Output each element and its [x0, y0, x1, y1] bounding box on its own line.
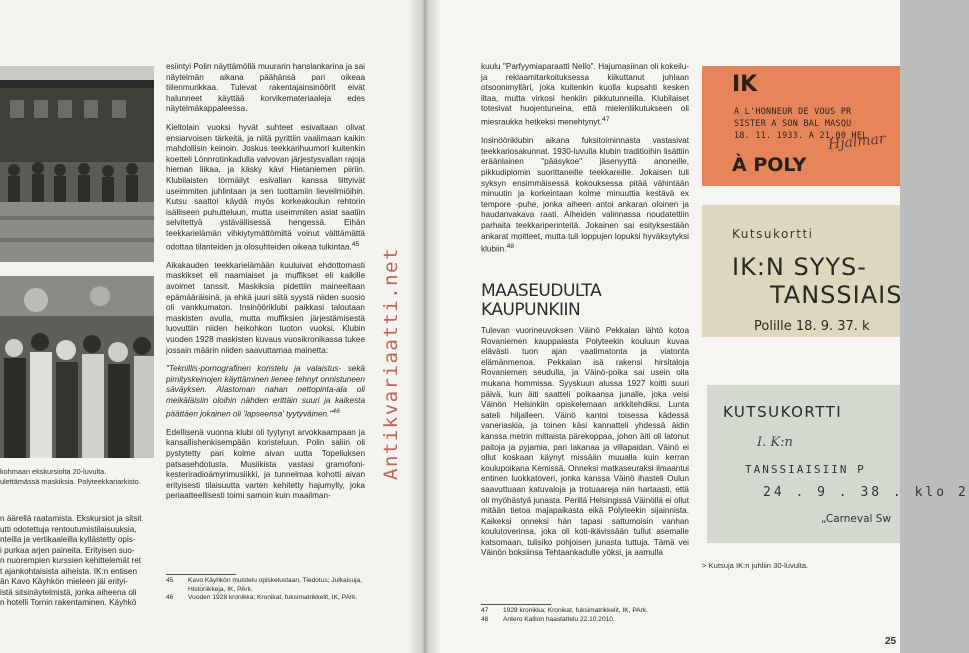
- paragraph-text: Kieltolain vuoksi hyvät suhteet esivaltaan olivat ensiarvoisen tärkeitä, ja niitä pyrittiin vaalimaan kaikin mahdollisin keinoin. Joskus teekkarihuumori kuitenkin koetteli Lönnrotinkadulla valvovan järjestysvallan rajoja hieman liikaa, ja käsky kävi Hietaniemen piiriin. Klubilaisten törmäilyt esivallan kanssa liittyivät useimmiten juhlintaan ja sen tuottamiin lieveilmiöihin. Kutsu saattoi käydä myös korkeakoulun rehtorin isälliseen puhutteluun, mutta useimmiten asiat saatiin selvitettyä ystävällisessä hengessä. Eihän teekkarielämän vihkiytymättömiltä voinut välttämättä odottaa tilanteiden ja olosuhteiden oikeaa tulkintaa.: [166, 122, 365, 252]
- card-text-line: SISTER A SON BAL MASQU: [734, 118, 852, 128]
- footnote: [166, 594, 365, 603]
- footnote-text: 1928 kronikka; Kronikat, fuksimatrikkelit, IK, PArk.: [503, 607, 648, 614]
- card-title-line: TANSSIAIS: [770, 281, 903, 309]
- text-line: t ajankohtaisista aiheista. IK:n entisen: [0, 566, 137, 576]
- photo-train-station: [0, 66, 154, 262]
- footnote-text: Antero Kallion haastattelu 22.10.2010.: [503, 615, 615, 623]
- card-title: IK: [732, 72, 758, 97]
- paragraph: [481, 136, 689, 255]
- footnote-number: 45: [166, 577, 174, 584]
- card-text-line: A L'HONNEUR DE VOUS PR: [734, 106, 852, 116]
- invitation-card-green: [707, 385, 969, 543]
- footnote-number: 48: [481, 615, 489, 623]
- footnote-ref: 45: [351, 240, 360, 248]
- paragraph: [481, 62, 689, 128]
- paragraph: Aikakauden teekkarielämään kuuluivat ehdottomasti maskikset eli naamiaiset ja muffikset eli kaikille avoimet tanssit. Maskiksia pidettiin maineeltaan epämääräisinä, ja ehkä juuri siitä syystä niiden suosio oli vankkumaton. Insinööriklubi paikkasi taloutaan maskisten avulla, mutta muffiksien järjestämisestä luovuttiin niiden heikohkon tuoton vuoksi. Klubin vuoden 1928 maskisten kuvaus vuosikronikassa tukee jossain määrin niiden saavuttamaa mainetta:: [166, 260, 365, 355]
- text-line: n äärellä raatamista. Ekskursiot ja sitsit: [0, 514, 142, 523]
- card-handwriting: I. K:n: [757, 435, 793, 450]
- caption-line: ulettämässä maskiksia. Polyteekkariarkisto.: [0, 477, 141, 486]
- caption-line: kohmaan ekskursiolta 20-luvulta.: [0, 467, 107, 476]
- train-photo-image: [0, 66, 154, 262]
- footnote-ref: 48: [506, 243, 515, 251]
- footnote-number: 47: [481, 607, 489, 614]
- text-line: istä sitsinäytelmistä, jonka aiheena oli: [0, 587, 137, 597]
- card-title: KUTSUKORTTI: [723, 403, 843, 421]
- paragraph: [166, 123, 365, 253]
- card-text-line: TANSSIAISIIN P: [745, 463, 866, 476]
- footnote-text: Vuoden 1928 kronikka; Kronikat, fuksimatrikkelit, IK, PArk.: [188, 594, 358, 602]
- footnotes: [481, 607, 689, 624]
- paragraph-text: Insinööriklubin aikana fuksitoiminnasta vastasivat teekkariosakunnat. 1930-luvulla klubin traditioihin lisättiin eräänlainen "pääsykoe" jäsenyyttä anoneille, pikkudiplomin suorittaneille teekkareille. Jokaisen tuli syksyn ensimmäisessä kokouksessa pitää vähintään minuutin ja korkeintaan kolme minuuttia kestävä ex tempore -puhe, jonka aiheen antoi ankaran oloinen ja haudanvakava raati. Aiheiden valinnassa noudatettiin parhaita teekkariperinteitä. Jokainen sai esityksestään ankarat moitteet, mutta tuli loppujen lopuksi hyväksytyksi klubiin.: [481, 136, 689, 254]
- right-column-text: [481, 62, 689, 264]
- footnote-ref: 47: [602, 115, 610, 123]
- paragraph: Tulevan vuorineuvoksen Väinö Pekkalan lähtö kotoa Rovaniemen kauppalasta Polyteekin kouluun kuvaa elävästi tuon ajan vaatimatonta ja viatonta elämänmenoa. Pekkalan isä rakensi hirsitaloja Rovaniemen seudulla, ja Väinö-poika sai usein olla mukana hommissa. Syyskuun alussa 1927 koitti suuri päivä, kun äiti saatteli poikaansa junalle, joka veisi Väinön Helsinkiin opiskelemaan arkkitehdiksi. Lunta sateli hiljalleen. Väinö kantoi toisessa kädessä vaneriaskia, ja toinen käsi kannatteli yhdessä äidin kanssa metrin mittaista pärekoppaa, johon äiti oli latonut paitoja ja pyjamia, pari lakanaa ja villapaidan. Väinö ei ollut koskaan käynyt missään muualla kuin kerran koulupoikana Kemissä. Onneksi matkaseuraksi ilmaantui entinen luokkatoveri, jonka kanssa Väinö ihasteli Oulun saavuttuaan katuvaloja ja trotuaareja niin hartaasti, että oli myöhästyä junasta. Perillä Helsingissä Väinöllä ei ollut mitään tietoa majapaikasta eikä Polyteekin sijainnista. Kaikeksi onneksi hän tapasi sattumoisin vanhan koulutoverinsa, joka oli koti-ikävissään tullut asemalle katsomaan, tulisiko pohjoisen junasta tuttuja. Tämä vei Väinön boksiinsa Tehtaankadulle yöksi, ja aamulla: [481, 326, 689, 558]
- paragraph: Edellisenä vuonna klubi oli tyytynyt arvokkaampaan ja kansallishenkisempään koristeluun. Polin saliin oli pystytetty pari kolme aivan uutta Topeliuksen patsasehdotusta. Musiikista vastasi gramofonikesteriradioämyrimusiikki, ja tunnelmaa kohotti aivan erityisesti tilaisuutta varten kehitetty hajumylly, joka periaatteellisesti toimi samoin kuin maailman-: [166, 427, 365, 501]
- card-title-line: IK:N SYYS-: [732, 253, 867, 281]
- middle-column-text: [166, 62, 365, 510]
- text-line: utti odotettuja rentoutumistilaisuuksia,: [0, 524, 137, 534]
- footnote: [166, 577, 365, 594]
- card-subtitle: Kutsukortti: [732, 227, 814, 241]
- card-date: Polille 18. 9. 37. k: [754, 319, 870, 334]
- photo-caption: [0, 467, 154, 487]
- left-column-text: [0, 514, 154, 609]
- footnote: [481, 616, 689, 625]
- text-line: n hotelli Tornin rakentaminen. Käyhkö: [0, 598, 137, 607]
- card-venue: À POLY: [732, 154, 807, 176]
- text-line: nteilla ja vertikaaleilla kyllästetty opis-: [0, 535, 136, 544]
- footnotes: [166, 577, 365, 603]
- cards-caption: > Kutsuja IK:n juhliin 30-luvulta.: [702, 561, 809, 570]
- card-signature: Hjalmar: [827, 131, 887, 153]
- text-line: n nuorempien kurssien kehittelemät ret: [0, 556, 142, 565]
- footnote-ref: 46: [332, 407, 340, 415]
- footnote-rule: [166, 574, 236, 575]
- photo-masquerade-party: [0, 276, 154, 458]
- text-line: i purkaa arjen paineita. Erityisen suo-: [0, 545, 135, 555]
- invitation-card-beige: [702, 205, 903, 337]
- footnote-text: Kavo Käyhkön muistelu opiskelustaan, Tiedotus; Julkaisuja, Historiikkeja, IK, PArk.: [188, 577, 363, 593]
- paragraph: esiintyi Polin näyttämöllä muurarin hanslankarina ja sai näytelmän aikana päähänsä pari oikeaa tiilenmurikkaa. Tulevat rakentajainsinöörit eivät halunneet käyttää korvikemateriaaleja edes näytelmäkappaleessa.: [166, 62, 365, 114]
- watermark: Antikvariaatti.net: [380, 247, 402, 480]
- card-text-line: 18. 11. 1933. A 21.00 HEL: [734, 130, 868, 140]
- card-date: 24 . 9 . 38 . klo 2: [763, 485, 969, 500]
- page-number: 25: [885, 636, 897, 647]
- right-column-text-lower: [481, 326, 689, 567]
- quote-text: "Teknillis-pornografinen koristelu ja valaistus- sekä pimityskeinojen käyttäminen lienee tehnyt onnistuneen säväyksen. Alastoman nahan nettopinta-ala oli meikäläisiin oloihin nähden erittäin suuri ja kaikesta päättäen jokainen oli 'lapseensa' tyytyväinen.": [166, 364, 365, 419]
- block-quote: [166, 364, 365, 420]
- invitation-card-orange: [702, 66, 900, 186]
- card-text-line: „Carneval Sw: [821, 513, 892, 525]
- book-gutter: [410, 0, 440, 653]
- heading-line: KAUPUNKIIN: [481, 300, 581, 320]
- paragraph-text: kuulu "Parfyymiaparaatti Nello". Hajumasiinan oli kokeilu- ja reklaamitarkoituksessa kiikuttanut juhlaan otsoonimyllärí, joka kuitenkin kuolla kupsahti kesken iltaa, mutta virkosi henkiin pikkutunneilla. Klubilaiset totesivat huojentuneina, että mielenliikutukseen oli miesraukka hetkeksi menehtynyt.: [481, 62, 689, 127]
- footnote: [481, 607, 689, 616]
- text-line: än Kavo Käyhkön mieleen jäi erityi-: [0, 577, 128, 586]
- section-heading: [481, 282, 601, 320]
- footnote-rule: [481, 604, 551, 605]
- party-photo-image: [0, 276, 154, 458]
- footnote-number: 46: [166, 594, 174, 602]
- left-page: [0, 0, 420, 653]
- heading-line: MAASEUDULTA: [481, 281, 602, 301]
